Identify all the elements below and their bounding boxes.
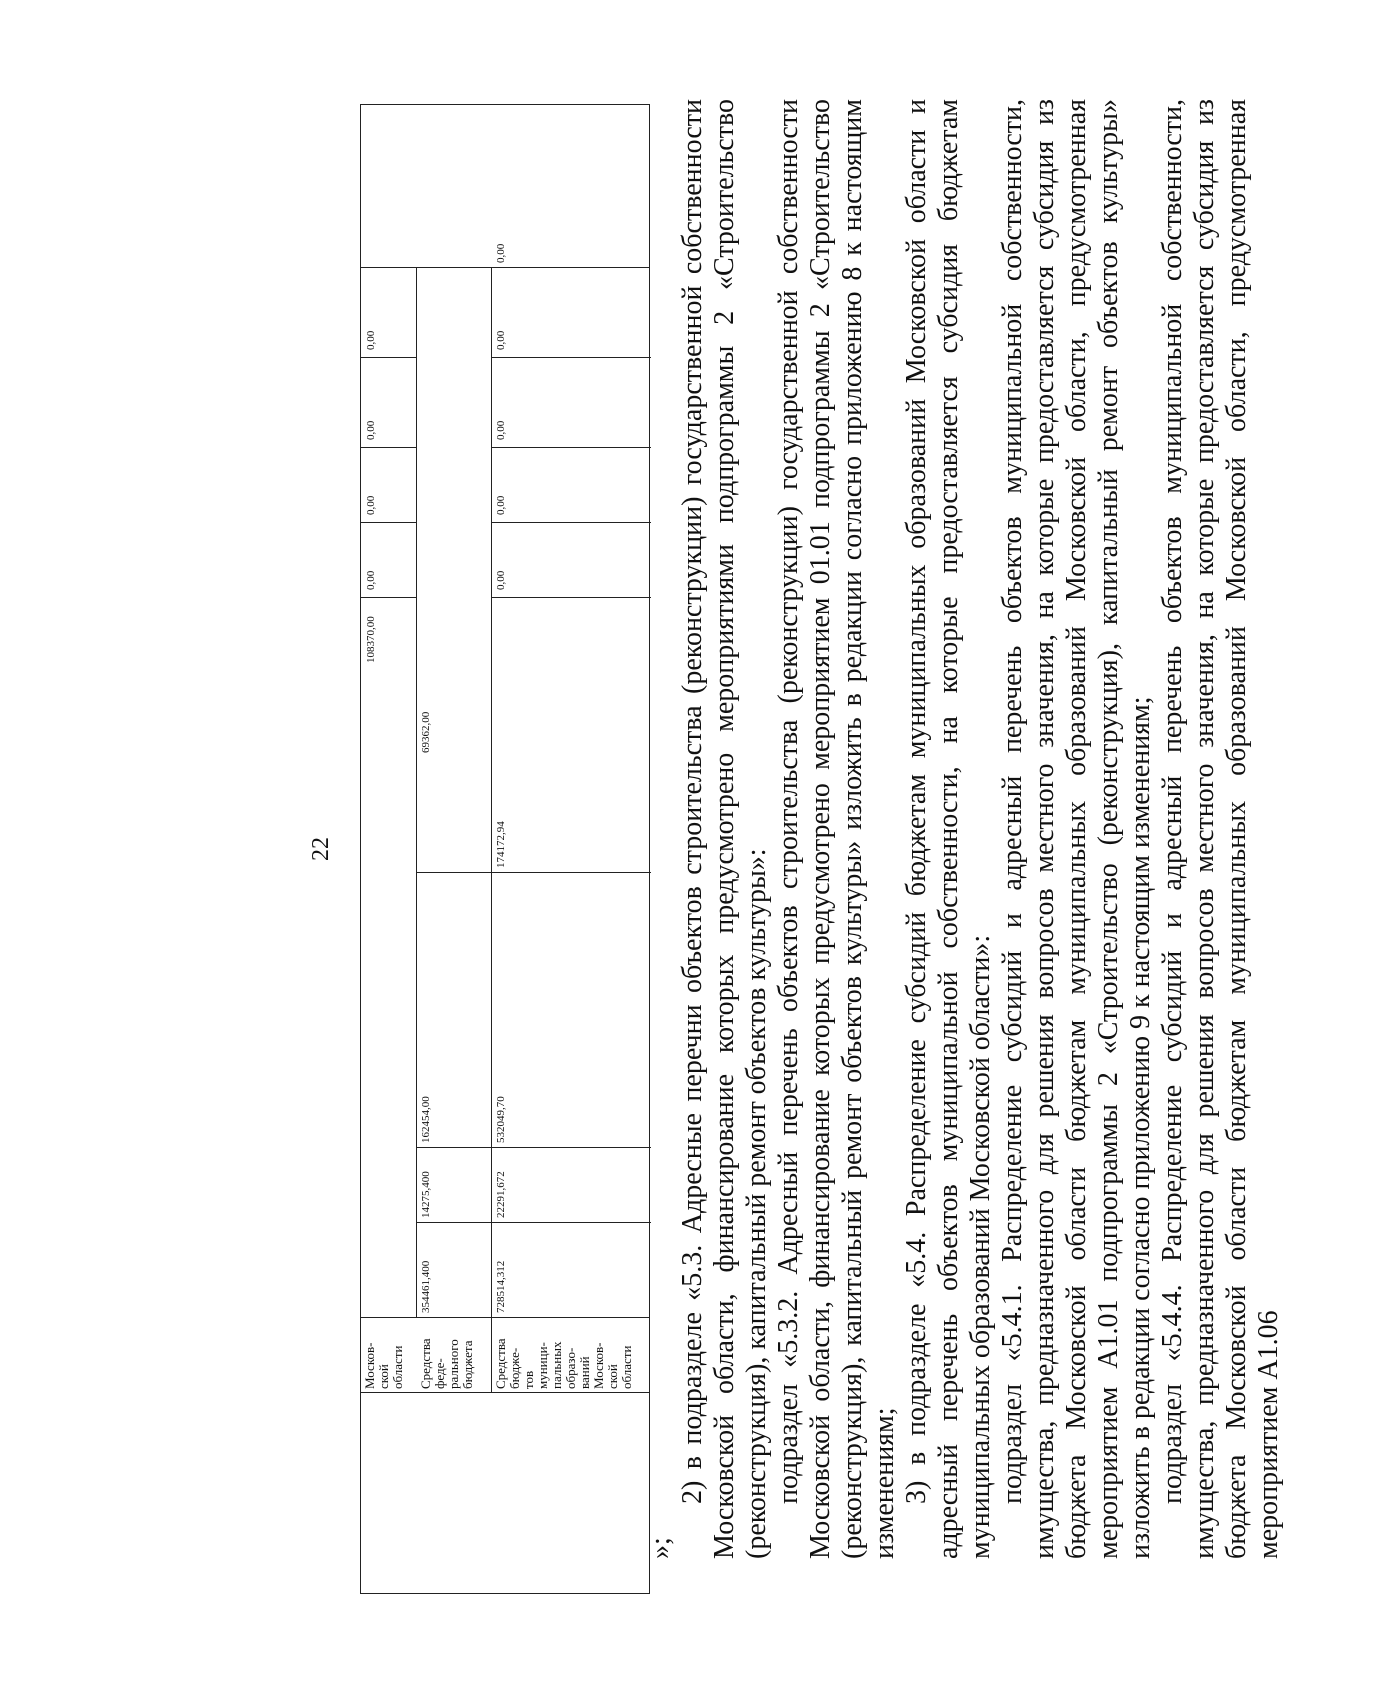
table-cell-divider (361, 522, 416, 523)
table-cell-divider (361, 357, 416, 358)
table-cell-value: 0,00 (365, 495, 377, 515)
closing-quote-mark: »; (645, 1537, 676, 1559)
table-row-divider (416, 268, 417, 1318)
table-cell-value: 0,00 (495, 420, 507, 440)
paragraph: подраздел «5.3.2. Адресный перечень объектов строительства (реконструкции) государственной собственности Московской области, финансирование которых предусмотрено мероприятием 01.01 подпрограммы 2 «Строительство (реконструкция), капитальный ремонт объектов культуры» изложить в редакции согласно приложению 8 к настоящим изменениям; (773, 99, 900, 1559)
document-body (645, 99, 1285, 1559)
table-cell-value: 0,00 (495, 570, 507, 590)
table-cell-value: 69362,00 (420, 711, 432, 753)
table-row-label: Москов- ской области (362, 1342, 405, 1389)
table-row-label: Средства бюдже- тов муници- пальных образо- ваний Москов- ской области (493, 1338, 634, 1389)
table-column-divider (361, 1317, 649, 1318)
paragraph: подраздел «5.4.1. Распределение субсидий и адресный перечень объектов муниципальной собственности, имущества, предназначенного для решения вопросов местного значения, на которые предоставляется субсидия из бюджета Московской области бюджетам муниципальных образований Московской области, предусмотренная мероприятием А1.01 подпрограммы 2 «Строительство (реконструкция), капитальный ремонт объектов культуры» изложить в редакции согласно приложению 9 к настоящим изменениям; (997, 99, 1156, 1559)
table-cell-value: 0,00 (495, 330, 507, 350)
table-cell-divider (491, 597, 651, 598)
budget-table (360, 104, 650, 1594)
table-cell-divider (416, 1147, 651, 1148)
table-cell-value: 0,00 (495, 495, 507, 515)
table-cell-divider (361, 447, 416, 448)
table-row-label: Средства феде- рального бюджета (418, 1338, 475, 1389)
paragraph: 3) в подразделе «5.4. Распределение субсидий бюджетам муниципальных образований Московской области и адресный перечень объектов муниципальной собственности, на которые предоставляется субсидия бюджетам муниципальных образований Московской области»: (901, 99, 996, 1559)
table-row-divider (491, 268, 492, 1393)
table-cell-value: 174172,94 (495, 821, 507, 868)
table-cell-value: 162454,00 (420, 1096, 432, 1143)
paragraph: подраздел «5.4.4. Распределение субсидий и адресный перечень объектов муниципальной собственности, имущества, предназначенного для решения вопросов местного значения, на которые предоставляется субсидия из бюджета Московской области бюджетам муниципальных образований Московской области, предусмотренная мероприятием А1.06 (1157, 99, 1284, 1559)
table-cell-value: 0,00 (365, 570, 377, 590)
table-cell-value: 354461,400 (420, 1260, 432, 1313)
table-cell-value: 728514,312 (495, 1260, 507, 1313)
table-cell-value: 532049,70 (495, 1096, 507, 1143)
table-cell-divider (491, 447, 651, 448)
table-cell-value: 0,00 (365, 330, 377, 350)
table-cell-value: 0,00 (495, 243, 507, 263)
table-cell-value: 14275,400 (420, 1171, 432, 1218)
table-cell-divider (491, 522, 651, 523)
table-cell-value: 22291,672 (495, 1171, 507, 1218)
table-cell-value: 108370,00 (365, 616, 377, 663)
rotated-document-page (300, 49, 1400, 1649)
table-cell-divider (416, 1222, 651, 1223)
table-column-divider (361, 1392, 649, 1393)
table-column-divider (361, 267, 649, 268)
paragraph: 2) в подразделе «5.3. Адресные перечни объектов строительства (реконструкции) государственной собственности Московской области, финансирование которых предусмотрено мероприятиями подпрограммы 2 «Строительство (реконструкция), капитальный ремонт объектов культуры»: (677, 99, 772, 1559)
table-cell-value: 0,00 (365, 420, 377, 440)
table-cell-divider (491, 357, 651, 358)
table-cell-divider (416, 872, 651, 873)
table-cell-divider (361, 597, 416, 598)
page-number: 22 (308, 837, 334, 861)
